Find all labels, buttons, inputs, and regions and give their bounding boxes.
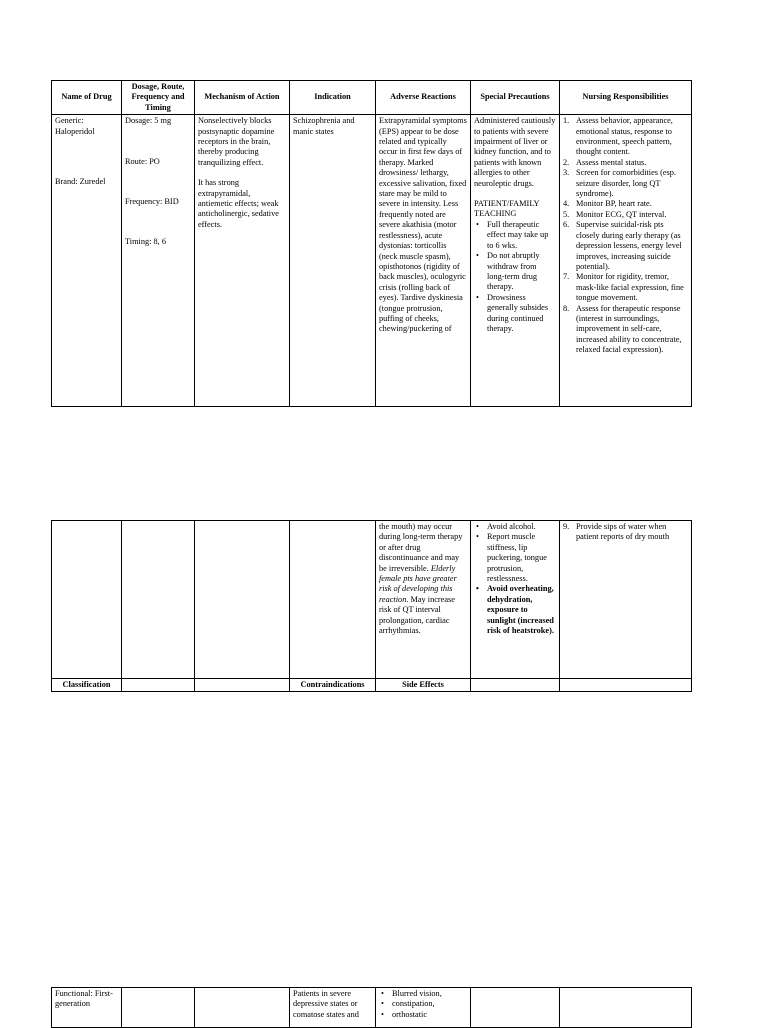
adverse-continued-italic: Elderly female pts have greater risk of developing this reaction.: [379, 563, 457, 604]
indication-text: Schizophrenia and manic states: [293, 116, 355, 136]
header-nursing-responsibilities: Nursing Responsibilities: [560, 81, 692, 115]
item-text: Supervise suicidal-risk pts closely during early therapy (as depression lessens, energy level improves, increasing suicide potential).: [576, 220, 682, 271]
empty-cell: [195, 988, 290, 1028]
adverse-continued-text: [379, 522, 467, 636]
item-number: 3.: [563, 168, 570, 178]
nursing-list-continued: [563, 522, 688, 543]
item-number: 8.: [563, 303, 570, 313]
contraindications-cell: Patients in severe depressive states or comatose states and: [290, 988, 376, 1028]
empty-cell: [471, 679, 560, 692]
item-number: 1.: [563, 116, 570, 126]
list-item: • Drowsiness generally subsides during continued therapy.: [487, 293, 556, 335]
brand-name: Brand: Zuredel: [55, 177, 106, 187]
route-value: Route: PO: [125, 156, 160, 166]
header-adverse-reactions: Adverse Reactions: [376, 81, 471, 115]
list-item: • Full therapeutic effect may take up to 6 wks.: [487, 220, 556, 251]
item-text: Screen for comorbidities (esp. seizure disorder, long QT syndrome).: [576, 168, 676, 199]
mechanism-paragraph-2: It has strong extrapyramidal, antiemetic effects; weak anticholinergic, sedative effects.: [198, 178, 279, 229]
drug-name-cell: [52, 115, 122, 407]
precautions-paragraph: Administered cautiously to patients with severe impairment of liver or kidney function, and to patients with known allergies to other neuroleptic drugs.: [474, 116, 556, 188]
drug-study-table-page-1: [51, 80, 692, 407]
dosage-value: Dosage: 5 mg: [125, 116, 172, 126]
list-item: [563, 116, 688, 158]
header-mechanism: Mechanism of Action: [195, 81, 290, 115]
patient-family-teaching-heading: PATIENT/FAMILY TEACHING: [474, 199, 540, 219]
item-text: Monitor ECG, QT interval.: [576, 209, 667, 219]
empty-cell: [122, 988, 195, 1028]
item-number: 9.: [563, 522, 570, 531]
empty-cell: [122, 679, 195, 692]
timing-value: Timing: 8, 6: [125, 237, 166, 247]
mechanism-cell: [195, 115, 290, 407]
list-item: [563, 303, 688, 356]
adverse-continued-part-2: May increase risk of QT interval prolongation, cardiac arrhythmias.: [379, 594, 455, 636]
list-item: [563, 272, 688, 303]
item-text: Monitor for rigidity, tremor, mask-like facial expression, fine tongue movement.: [576, 272, 684, 303]
adverse-reactions-continued-cell: [376, 521, 471, 679]
side-effects-label: Side Effects: [376, 679, 471, 692]
item-text: Provide sips of water when patient reports of dry mouth: [576, 522, 670, 542]
list-item: [563, 168, 688, 199]
item-text: Monitor BP, heart rate.: [576, 199, 652, 209]
classification-cell: Functional: First-generation: [52, 988, 122, 1028]
classification-label: Classification: [52, 679, 122, 692]
list-item: [563, 209, 688, 220]
list-item: • Do not abruptly withdraw from long-term drug therapy.: [487, 251, 556, 293]
frequency-value: Frequency: BID: [125, 197, 179, 207]
empty-cell: [122, 521, 195, 679]
drug-study-table-page-2: [51, 520, 692, 692]
item-number: 5.: [563, 209, 570, 219]
generic-name: Generic: Haloperidol: [55, 116, 95, 136]
header-name-of-drug: Name of Drug: [52, 81, 122, 115]
list-item: • Avoid overheating, dehydration, exposure to sunlight (increased risk of heatstroke).: [487, 584, 556, 636]
side-effects-cell: [376, 988, 471, 1028]
teaching-bullet-list-continued: [474, 522, 556, 636]
nursing-responsibilities-continued-cell: [560, 521, 692, 679]
empty-cell: [195, 521, 290, 679]
list-item: • Report muscle stiffness, lip puckering, tongue protrusion, restlessness.: [487, 532, 556, 584]
empty-cell: [290, 521, 376, 679]
list-item: • constipation,: [392, 999, 467, 1009]
item-text: Assess for therapeutic response (interest in surroundings, improvement in self-care, increased ability to concentrate, relaxed facial expression).: [576, 303, 682, 355]
header-special-precautions: Special Precautions: [471, 81, 560, 115]
list-item: • Blurred vision,: [392, 989, 467, 999]
item-number: 7.: [563, 272, 570, 282]
list-item: • Avoid alcohol.: [487, 522, 556, 532]
header-indication: Indication: [290, 81, 376, 115]
empty-cell: [560, 988, 692, 1028]
header-dosage: Dosage, Route, Frequency and Timing: [122, 81, 195, 115]
list-item: [563, 220, 688, 272]
adverse-reactions-cell: [376, 115, 471, 407]
empty-cell: [52, 521, 122, 679]
teaching-bullet-list: [474, 220, 556, 334]
adverse-reactions-text: Extrapyramidal symptoms (EPS) appear to be dose related and typically occur in first few days of therapy. Marked drowsiness/ lethargy, excessive salivation, fixed stare may be mild to severe in intensity. Less frequently noted are severe akathisia (motor restlessness), acute dystonias: torticollis (neck muscle spasm), opisthotonos (rigidity of back muscles), oculogyric crisis (rolling back of eyes). Tardive dyskinesia (tongue protrusion, puffing of cheeks, chewing/puckering of: [379, 116, 467, 334]
item-text: Assess behavior, appearance, emotional status, response to environment, speech pattern, thought content.: [576, 116, 673, 157]
empty-cell: [560, 679, 692, 692]
adverse-continued-part-1: the mouth) may occur during long-term therapy or after drug discontinuance and may be irreversible.: [379, 522, 463, 573]
list-item: [563, 199, 688, 209]
item-number: 4.: [563, 199, 570, 209]
list-item: [563, 522, 688, 543]
nursing-responsibilities-cell: [560, 115, 692, 407]
nursing-list: [563, 116, 688, 355]
dosage-cell: [122, 115, 195, 407]
special-precautions-cell: [471, 115, 560, 407]
list-item: [563, 157, 688, 168]
item-number: 6.: [563, 220, 570, 230]
mechanism-paragraph-1: Nonselectively blocks postsynaptic dopamine receptors in the brain, thereby producing tranquilizing effect.: [198, 116, 275, 167]
side-effects-list: [379, 989, 467, 1020]
list-item: • orthostatic: [392, 1010, 467, 1020]
special-precautions-continued-cell: [471, 521, 560, 679]
empty-cell: [195, 679, 290, 692]
indication-cell: [290, 115, 376, 407]
empty-cell: [471, 988, 560, 1028]
contraindications-label: Contraindications: [290, 679, 376, 692]
item-text: Assess mental status.: [576, 157, 647, 167]
item-number: 2.: [563, 157, 570, 167]
drug-study-table-page-3: [51, 987, 692, 1028]
